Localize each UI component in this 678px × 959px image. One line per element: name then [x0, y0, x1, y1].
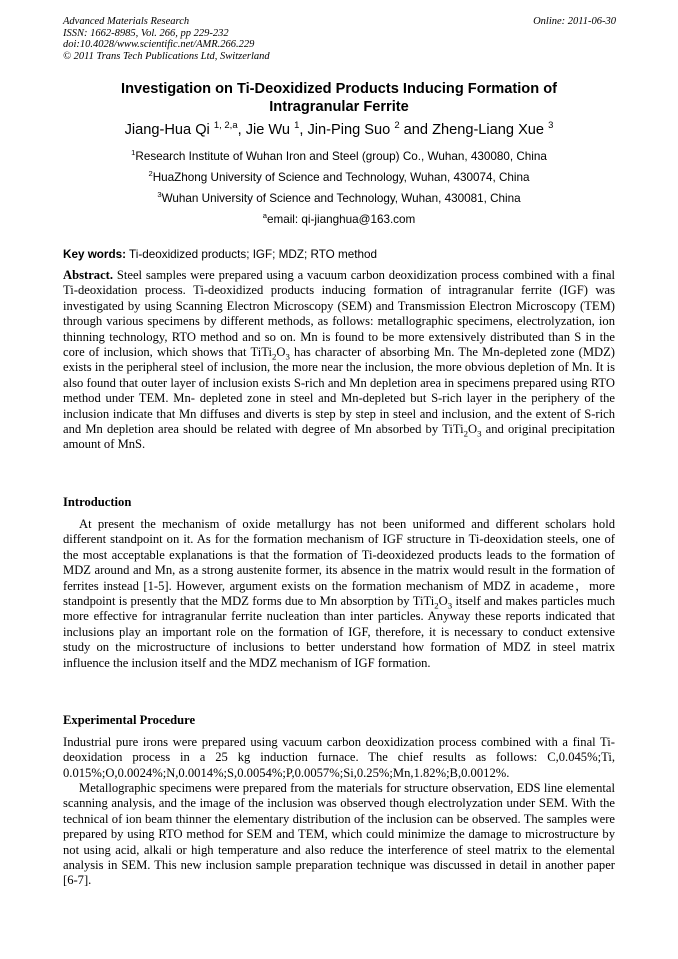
- author-list: Jiang-Hua Qi $^{1, 2,a}$, Jie Wu $^1$, Jin-Ping Suo $^2$ and Zheng-Liang Xue $^3$: [124, 120, 554, 138]
- online-date: Online: 2011-06-30: [533, 16, 616, 27]
- doi-line: doi:10.4028/www.scientific.net/AMR.266.229: [63, 39, 255, 50]
- abstract-label: Abstract.: [63, 268, 114, 282]
- affiliation-text: Research Institute of Wuhan Iron and Steel (group) Co., Wuhan, 430080, China: [135, 150, 547, 163]
- author-name: Jin-Ping Suo: [307, 122, 391, 138]
- abstract-text: has character of absorbing Mn. The Mn-depleted zone (MDZ) exists in the peripheral steel of inclusion, the more near the inclusion, the more obvious depletion of Mn. It is also found that outer layer of inclusion exists S-rich and Mn depletion area in specimens prepared using RTO method under TEM. Mn- depleted zone in steel and Mn-depleted but S-rich layer in the periphery of the inclusion indicate that Mn diffuses and diverts is step by step in steel and inclusion, and the extent of S-rich and Mn depletion area should be related with degree of Mn absorbed by Ti: [63, 345, 615, 437]
- affiliation-sup: 3: [157, 190, 162, 200]
- keywords: [63, 248, 377, 261]
- author-sup: 1, 2,a: [213, 120, 238, 132]
- affiliation-1: [40, 150, 638, 163]
- affiliation-sup: 1: [131, 148, 136, 158]
- title-line-1: Investigation on Ti-Deoxidized Products Inducing Formation of: [121, 81, 557, 97]
- introduction-heading: Introduction: [63, 495, 132, 509]
- introduction-text: At present the mechanism of oxide metallurgy has not been uniformed and different scholars hold different standpoint on it. As for the formation mechanism of IGF structure in Ti-deoxidation steels, one of the most acceptable explanations is that the formation of Ti-deoxidezed products leads to the formation of MDZ around and Mn, as a strong austenite former, its absence in the matrix would result in the formation of ferrites instead [1-5]. However, argument exists on the formation mechanism of MDZ in academe，more standpoint is presently that the MDZ forms due to Mn absorption by Ti: [63, 517, 615, 609]
- introduction-text: itself and makes particles much more effective for intragranular ferrite nucleation than inter particles. Anyway these reports indicated that inclusions play an important role on the formation of IGF, therefore, it is necessary to conduct extensive study on the microstructure of inclusions to better understand how formation of MDZ in steel matrix influence the inclusion itself and the MDZ mechanism of IGF formation.: [63, 594, 615, 670]
- affiliation-text: Wuhan University of Science and Technology, Wuhan, 430081, China: [161, 192, 521, 205]
- author-name: Jiang-Hua Qi: [124, 122, 210, 138]
- author-sup: 1: [294, 120, 300, 132]
- affiliation-3: [40, 192, 638, 205]
- formula-ti2o3: $Ti_2O_3$: [452, 422, 482, 439]
- formula-ti2o3: $Ti_2O_3$: [261, 345, 290, 362]
- copyright-line: © 2011 Trans Tech Publications Ltd, Switzerland: [63, 50, 270, 62]
- experimental-heading: Experimental Procedure: [63, 713, 196, 727]
- introduction-paragraph: [63, 517, 615, 671]
- affiliation-sup: 2: [148, 169, 153, 179]
- author-sup: 2: [394, 120, 400, 132]
- abstract-text: Steel samples were prepared using a vacuum carbon deoxidization process combined with a final Ti-deoxidation process. Ti-deoxidized products inducing formation of intragranular ferrite (IGF) was investigated by using Scanning Electron Microscopy (SEM) and Transmission Electron Microscopy (TEM) through various specimens by different methods, as follows: metallographic specimens, electrolyzation, ion thinning technology, RTO method and so on. Mn is found to be more extensively distributed than S in the core of inclusion, which shows that Ti: [63, 268, 615, 360]
- experimental-paragraph-2: Metallographic specimens were prepared from the materials for structure observation, EDS line elemental scanning analysis, and the image of the inclusion was observed though electrolyzation under SEM. With the technical of ion beam thinner the elementary distribution of the inclusion can be observed. The samples were prepared by using RTO method for SEM and TEM, which could minimize the damage to microstructure by not using acid, alkali or high temperature and also reduce the interference of steel matrix to the elemental analysis in SEM. This new inclusion sample preparation technique was discussed in detail in another paper [6-7].: [63, 781, 615, 888]
- issn-line: ISSN: 1662-8985, Vol. 266, pp 229-232: [63, 27, 229, 39]
- author-name: Jie Wu: [245, 122, 291, 138]
- author-name: Zheng-Liang Xue: [432, 122, 545, 138]
- abstract: [63, 268, 615, 453]
- author-sup: 3: [548, 120, 554, 132]
- experimental-paragraph-1: Industrial pure irons were prepared using vacuum carbon deoxidization process combined with a final Ti-deoxidation process in a 25 kg induction furnace. The chief results as follows: C,0.045%;Ti, 0.015%;O,0.0024%;N,0.0014%;S,0.0054%;P,0.0057%;Si,0.25%;Mn,1.82%;B,0.0012%.: [63, 735, 615, 780]
- affiliation-2: [40, 171, 638, 184]
- journal-name: Advanced Materials Research: [63, 16, 190, 27]
- keywords-label: Key words:: [63, 248, 126, 261]
- affiliation-text: HuaZhong University of Science and Technology, Wuhan, 430074, China: [152, 171, 530, 184]
- formula-ti2o3: $Ti_2O_3$: [423, 594, 453, 611]
- title-line-2: Intragranular Ferrite: [269, 99, 409, 115]
- paper-title: [60, 80, 618, 116]
- email-line: [40, 213, 638, 226]
- email-text: email: qi-jianghua@163.com: [266, 213, 416, 226]
- abstract-text: and original precipitation amount of MnS.: [63, 422, 615, 452]
- keywords-text: Ti-deoxidized products; IGF; MDZ; RTO method: [129, 248, 377, 261]
- affiliation-sup: a: [262, 211, 267, 221]
